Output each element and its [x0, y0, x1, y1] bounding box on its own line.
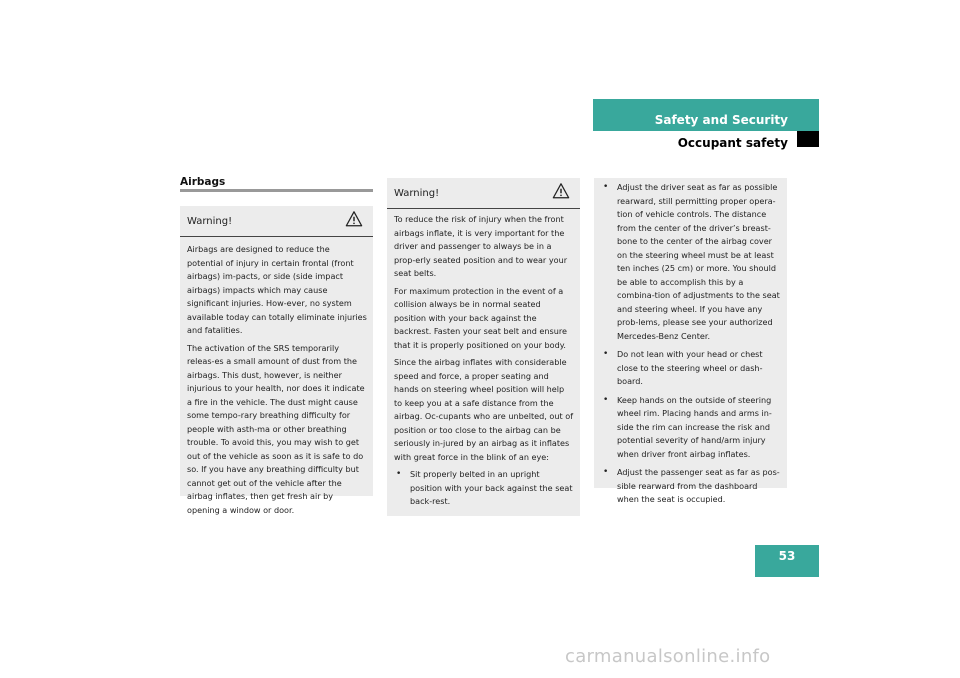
warning-triangle-icon	[345, 210, 363, 228]
warning-box-1	[180, 206, 373, 515]
chapter-title: Safety and Security	[654, 113, 788, 127]
warning-box-2	[387, 178, 580, 516]
bullet-list	[394, 468, 574, 509]
watermark: carmanualsonline.info	[565, 646, 771, 667]
paragraph: Since the airbag inflates with considerable speed and force, a proper seating and hands on steering wheel position will help to keep you at a safe distance from the airbag. Oc-cupants who are unbelted, out of position or too close to the airbag can be seriously in-jured by an airbag as it inflates with great force in the blink of an eye:	[394, 357, 574, 462]
warning-box-header	[387, 178, 580, 209]
warning-triangle-icon	[552, 182, 570, 200]
list-item: • Adjust the driver seat as far as possible rearward, still permitting proper opera-tion of vehicle controls. The distance from the center of the driver’s breast-bone to the center of the airbag cover on the steering wheel must be at least ten inches (25 cm) or more. You should be able to accomplish this by a combina-tion of adjustments to the seat and steering wheel. If you have any prob-lems, please see your authorized Mercedes-Benz Center.	[601, 181, 781, 343]
section-divider	[180, 189, 373, 192]
bullet-body	[594, 178, 787, 507]
paragraph: To reduce the risk of injury when the front airbags inflate, it is very important for the driver and passenger to always be in a prop-erly seated position and to wear your seat belts.	[394, 214, 568, 278]
warning-box-header	[180, 206, 373, 237]
paragraph: For maximum protection in the event of a collision always be in normal seated position with your back against the backrest. Fasten your seat belt and ensure that it is properly positioned on your body.	[394, 285, 568, 350]
page-number: 53	[755, 545, 819, 577]
section-heading: Airbags	[180, 176, 226, 188]
paragraph: Airbags are designed to reduce the potential of injury in certain frontal (front airbags) im-pacts, or side (side impact airbags) impacts which may cause significant injuries. How-ever, no system available today can totally eliminate injuries and fatalities.	[187, 244, 367, 335]
bullet-list	[601, 181, 781, 507]
header-marker	[797, 131, 819, 147]
warning-body	[387, 209, 580, 509]
warning-title: Warning!	[187, 216, 233, 227]
list-item: • Sit properly belted in an upright position with your back against the seat back-rest.	[394, 468, 574, 509]
list-item: • Adjust the passenger seat as far as pos-sible rearward from the dashboard when the seat is occupied.	[601, 466, 781, 507]
list-item: • Keep hands on the outside of steering wheel rim. Placing hands and arms in-side the rim can increase the risk and potential severity of hand/arm injury when driver front airbag inflates.	[601, 394, 781, 462]
list-item: • Do not lean with your head or chest close to the steering wheel or dash-board.	[601, 348, 781, 389]
paragraph: The activation of the SRS temporarily releas-es a small amount of dust from the airbags. This dust, however, is neither injurious to your health, nor does it indicate a fire in the vehicle. The dust might cause some tempo-rary breathing difficulty for people with asth-ma or other breathing trouble. To avoid this, you may wish to get out of the vehicle as soon as it is safe to do so. If you have any breathing difficulty but cannot get out of the vehicle after the airbag inflates, then get fresh air by opening a window or door.	[187, 342, 365, 515]
warning-title: Warning!	[394, 188, 440, 199]
chapter-subtitle: Occupant safety	[677, 136, 788, 150]
bullet-box	[594, 178, 787, 504]
warning-body	[180, 237, 373, 517]
